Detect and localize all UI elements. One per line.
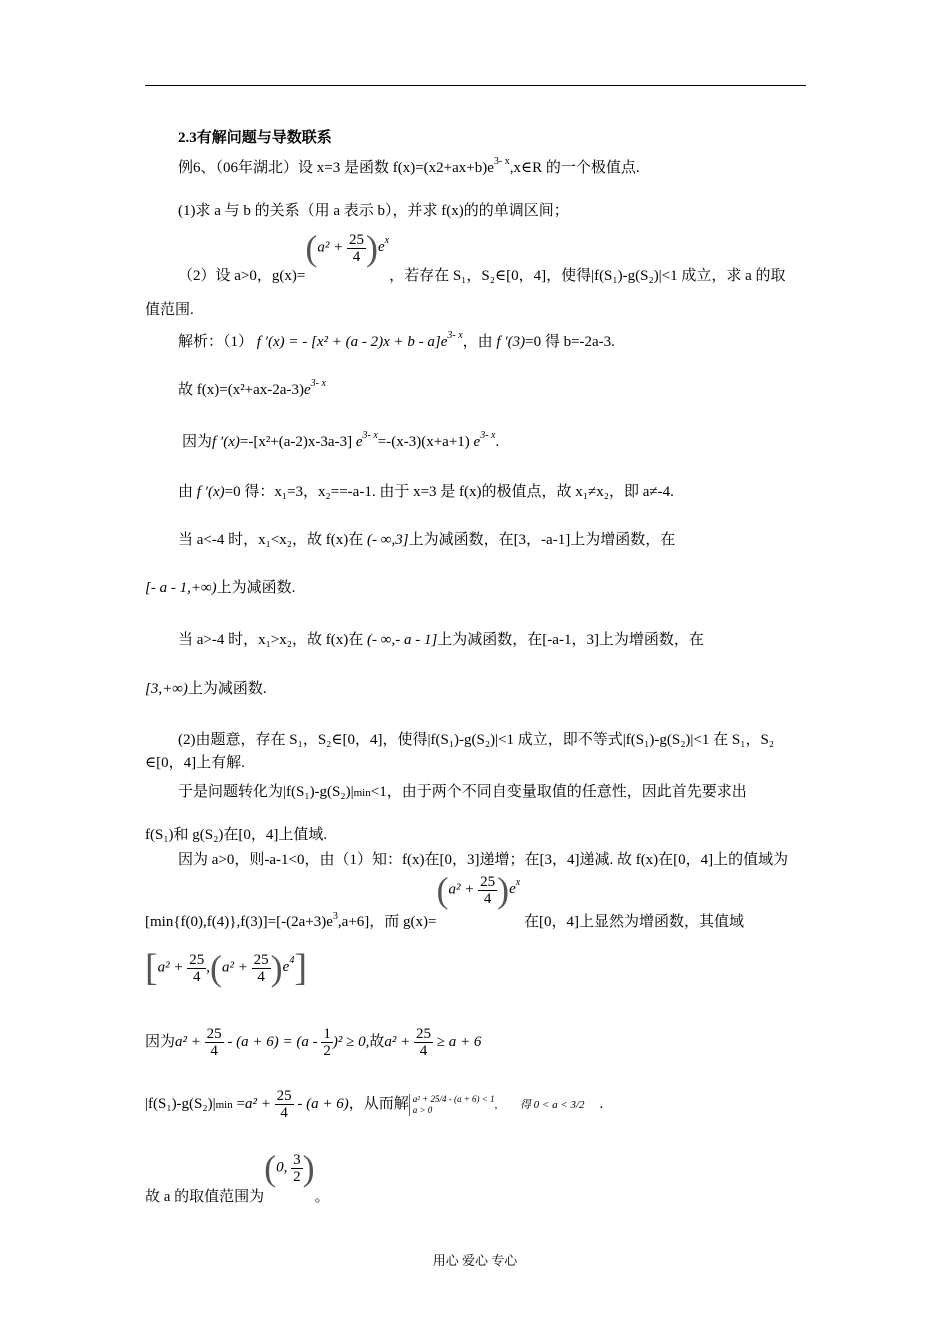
l14-prefix: [min{f(0),f(4)},f(3)]=[-(2a+3)e [145, 914, 333, 931]
solution-line-7 [178, 630, 704, 650]
l16-d: a² + [384, 1033, 411, 1050]
l16-frac-2-num: 25 [416, 1026, 431, 1042]
l16-frac-half-den: 2 [323, 1043, 331, 1059]
range-frac-2-num: 25 [253, 951, 269, 968]
l18-prefix: 故 a 的取值范围为 [145, 1189, 265, 1206]
l7-suffix: 上为减函数，在[-a-1，3]上为增函数，在 [437, 632, 704, 648]
l18-frac [291, 1152, 303, 1185]
l17-min: min [215, 1098, 233, 1111]
range-interval: [a² + $\frac{25}{4}$ ,(a² + $\frac{25}{4}$ )$e^4$] [145, 947, 307, 989]
g2-frac-num: 25 [480, 873, 496, 890]
solution-line-10: ∈[0，4]上有解. [145, 755, 245, 771]
l18-paren-left: ( [264, 1148, 277, 1188]
g2-frac [478, 874, 497, 907]
l3-prefix: 因为 [182, 434, 213, 450]
solution-line-16 [145, 1026, 481, 1070]
solution-line-8 [145, 679, 267, 699]
section-title: 2.3有解问题与导数联系 [178, 130, 332, 146]
l2-exp: 3- x [310, 378, 326, 389]
q2-prefix: （2）设 a>0，g(x)= [178, 268, 306, 285]
l4-prefix: 由 [178, 484, 194, 500]
range-frac-1-den: 4 [193, 968, 201, 985]
g2-frac-den: 4 [483, 890, 492, 907]
question-1: (1)求 a 与 b 的关系（用 a 表示 b），并求 f(x)的的单调区间； [178, 203, 569, 219]
solution-line-14 [145, 872, 744, 932]
l8-interval: [3,+∞) [145, 681, 188, 697]
l7-interval: (- ∞,- a - 1] [367, 632, 438, 648]
l16-frac-2 [414, 1026, 433, 1059]
solution-line-18 [145, 1148, 330, 1206]
l16-frac-2-den: 4 [419, 1043, 428, 1059]
example-line [178, 158, 640, 180]
l11-suffix: <1，由于两个不同自变量取值的任意性，因此首先要求出 [370, 784, 747, 800]
l3-e2: e [473, 434, 481, 450]
solution-line-11 [178, 782, 747, 803]
question-2-tail: 值范围. [145, 302, 194, 318]
l7-prefix: 当 a>-4 时，x₁>x₂，故 f(x)在 [178, 632, 364, 648]
l6-interval: [- a - 1,+∞) [145, 580, 217, 596]
sys-line-1: a² + 25/4 - (a + 6) < 1 [412, 1093, 495, 1104]
g2-paren-right: ) [497, 870, 510, 910]
l2-e: e [303, 382, 311, 398]
l17-mid: ，从而解 [348, 1095, 409, 1112]
l17-a: a² + [244, 1095, 271, 1112]
l5-prefix: 当 a<-4 时，x₁<x₂，故 f(x)在 [178, 532, 364, 548]
page-footer: 用心 爱心 专心 [432, 1253, 518, 1268]
l3-mid2: =-(x-3)(x+a+1) [377, 434, 470, 450]
range-frac-1-num: 25 [189, 951, 205, 968]
l1-exp: 3- x [447, 330, 463, 341]
example-suffix: ,x∈R 的一个极值点. [509, 160, 640, 176]
paren-right: ) [365, 228, 378, 268]
g2-a2: a² + [448, 881, 479, 898]
l17-frac-den: 4 [280, 1105, 288, 1121]
solution-line-4 [178, 482, 674, 502]
example-prefix: 例6、（06年湖北）设 x=3 是函数 f(x)=(x2+ax+b)e [178, 160, 494, 176]
frac-25-4 [347, 232, 366, 265]
l5-suffix: 上为减函数，在[3，-a-1]上为增函数，在 [408, 532, 676, 548]
paren-left: ( [305, 228, 318, 268]
range-paren-left: ( [210, 948, 223, 988]
q2-suffix: ，若存在 S₁，S₂∈[0，4]，使得|f(S₁)-g(S₂)|<1 成立，求 a 的取 [389, 268, 786, 285]
l18-end: 。 [314, 1189, 330, 1206]
solution-line-9: (2)由题意，存在 S₁，S₂∈[0，4]，使得|f(S₁)-g(S₂)|<1 成立，即不等式|f(S₁)-g(S₂)|<1 在 S₁，S₂ [178, 732, 775, 748]
g-a2: a² + [317, 239, 347, 256]
l1-f3: f ′(3) [496, 334, 526, 350]
l14-exp: 3 [332, 911, 338, 923]
l17-frac-num: 25 [276, 1088, 292, 1104]
solution-line-3: 因为f ′(x)=-[x²+(a-2)x-3a-3] $e^{3- x}=-(x-3)(x+a+1)$ $e^{3- x}$. [182, 430, 500, 450]
solution-line-5 [178, 530, 675, 550]
l16-frac-1-num: 25 [206, 1026, 222, 1042]
range-a2-1: a² + [157, 959, 188, 976]
frac-den: 4 [352, 248, 361, 265]
l18-frac-den: 2 [293, 1168, 301, 1185]
l16-c: )² ≥ 0, [332, 1033, 370, 1050]
l11-min: min [353, 787, 371, 799]
range-e4: $e^4$ [282, 955, 295, 976]
l1-prefix: 解析：（1） [178, 334, 254, 350]
example-exp: 3- x [493, 156, 510, 167]
l17-prefix: |f(S₁)-g(S₂)| [145, 1095, 216, 1112]
l2-text: 故 f(x)=(x²+ax-2a-3) [178, 382, 304, 398]
solution-line-17 [145, 1088, 603, 1132]
solution-line-12: f(S₁)和 g(S₂)在[0，4]上值域. [145, 827, 328, 843]
l8-suffix: 上为减函数. [187, 681, 267, 697]
inequality-system [409, 1094, 495, 1116]
l1-suffix: =0 得 b=-2a-3. [525, 334, 615, 350]
l17-eq: = [236, 1095, 245, 1112]
l1-mid: ，由 [462, 334, 493, 350]
l14-mid: ,a+6]，而 g(x)= [337, 914, 437, 931]
sys-comma: , [494, 1098, 498, 1111]
question-2 [178, 230, 786, 290]
range-a2-2: a² + [222, 959, 252, 976]
l16-frac-1-den: 4 [210, 1043, 218, 1059]
solution-line-13: 因为 a>0，则-a-1<0，由（1）知：f(x)在[0，3]递增；在[3，4]递减. 故 f(x)在[0，4]上的值域为 [178, 852, 789, 868]
l4-suffix: =0 得：x₁=3，x₂==-a-1. 由于 x=3 是 f(x)的极值点，故 x₁≠x₂，即 a≠-4. [224, 484, 674, 500]
l4-f: f ′(x) [196, 484, 225, 500]
sqb-right: ] [294, 947, 307, 989]
l3-mid: =-[x²+(a-2)x-3a-3] [239, 434, 353, 450]
l16-mid: 故 [369, 1033, 385, 1050]
l16-prefix: 因为 [145, 1033, 176, 1050]
range-frac-2 [252, 952, 271, 985]
range-paren-right: ) [270, 948, 283, 988]
g2-ex: $e^x$ [509, 877, 521, 898]
l18-zero: 0, [276, 1159, 292, 1176]
l17-frac [275, 1088, 294, 1121]
range-frac-1 [187, 952, 206, 985]
solution-line-1 [178, 332, 615, 354]
l16-frac-half [321, 1026, 333, 1059]
l3-f: f ′(x) [212, 434, 240, 450]
l16-frac-half-num: 1 [323, 1026, 331, 1042]
solution-line-2 [178, 380, 326, 402]
l3-exp1: 3- x [362, 430, 378, 441]
l3-exp2: 3- x [480, 430, 496, 441]
l5-interval: (- ∞,3] [367, 532, 409, 548]
solution-line-6 [145, 578, 295, 598]
header-rule [145, 85, 806, 86]
l11-prefix: 于是问题转化为|f(S₁)-g(S₂)| [178, 784, 354, 800]
l17-b: - (a + 6) [297, 1095, 349, 1112]
l14-suffix: 在[0，4]上显然为增函数，其值域 [523, 914, 744, 931]
range-frac-2-den: 4 [257, 968, 265, 985]
l16-frac-1 [205, 1026, 224, 1059]
frac-num: 25 [348, 231, 364, 248]
sys-line-2: a > 0 [412, 1104, 433, 1115]
l3-e1: e [355, 434, 363, 450]
l6-suffix: 上为减函数. [216, 580, 296, 596]
l16-a: a² + [175, 1033, 201, 1050]
l1-formula: f ′(x) = - [x² + (a - 2)x + b - a]e [256, 334, 448, 350]
l16-b: - (a + 6) = (a - [227, 1033, 318, 1050]
g-ex: $e^x$ [377, 235, 390, 256]
l16-e: ≥ a + 6 [436, 1033, 482, 1050]
sqb-left: [ [145, 947, 158, 989]
l18-paren-right: ) [302, 1148, 315, 1188]
l18-frac-num: 3 [293, 1151, 301, 1168]
l17-end: . [599, 1095, 604, 1112]
l17-result: 得 0 < a < 3/2 [519, 1098, 585, 1111]
g2-paren-left: ( [436, 870, 449, 910]
